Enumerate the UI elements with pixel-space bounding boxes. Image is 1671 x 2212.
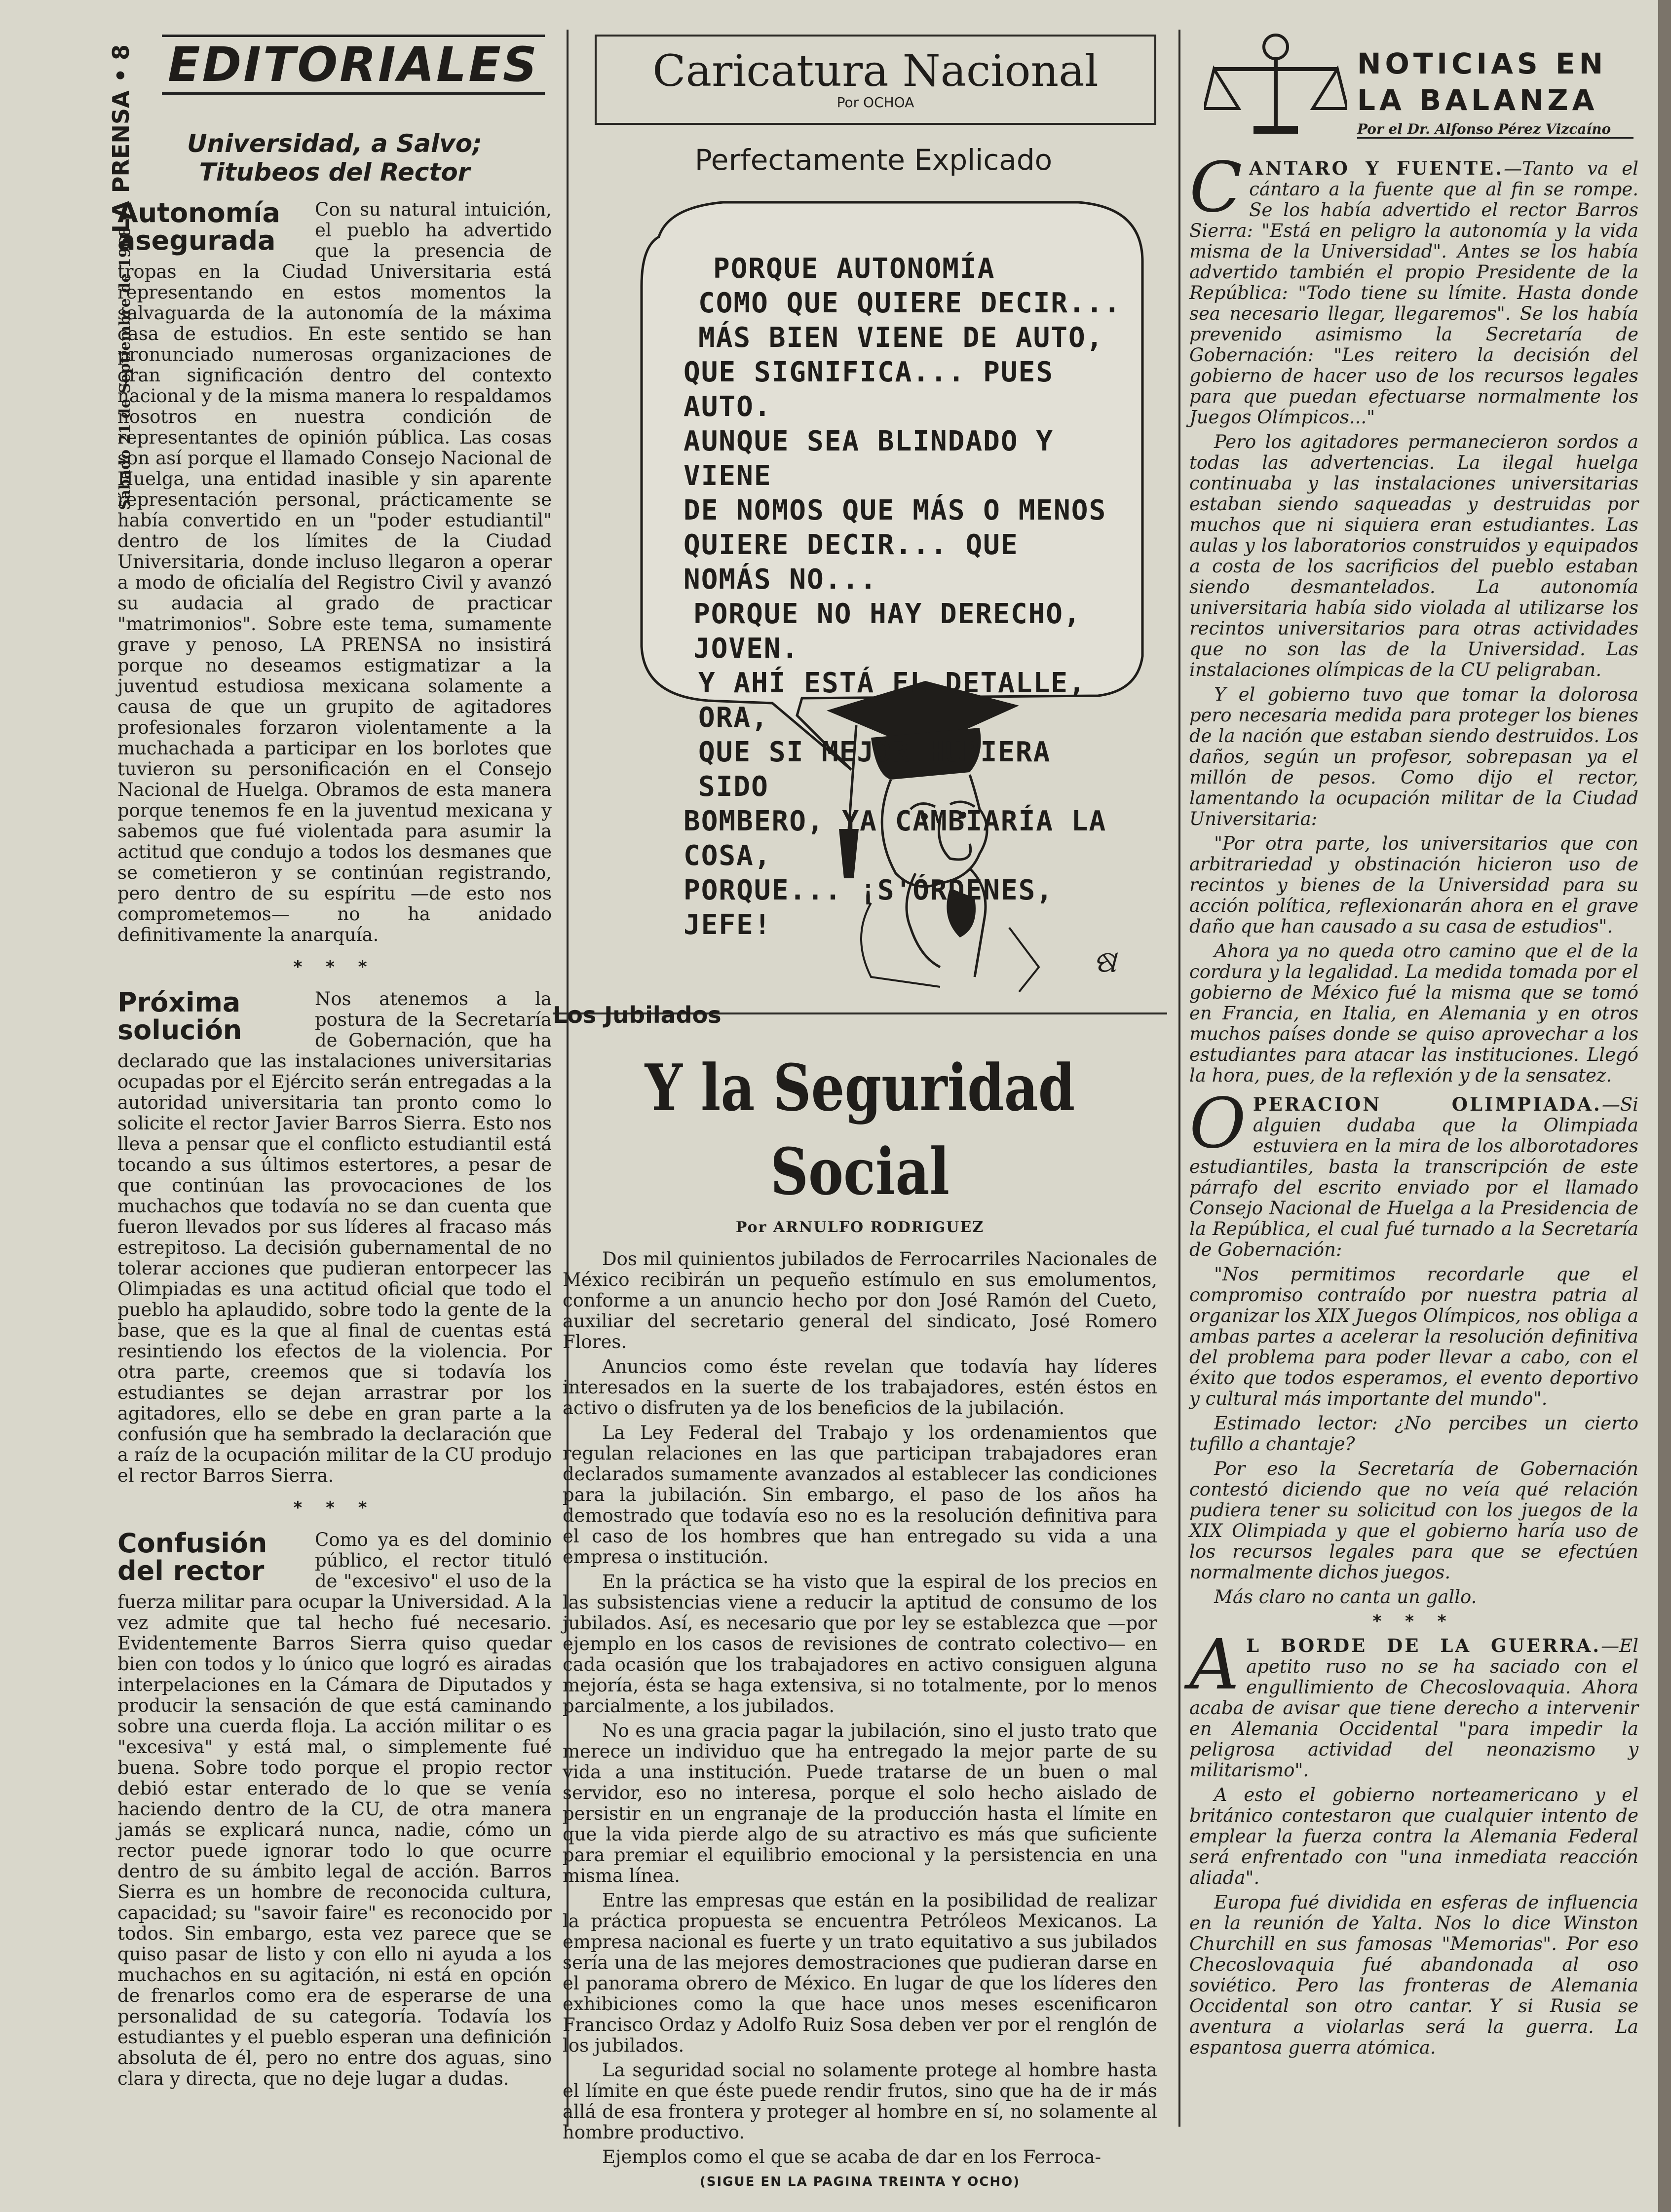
- article-paragraph: Dos mil quinientos jubilados de Ferrocarriles Nacionales de México recibirán un pequeño estímulo en sus emolumentos, conforme a un anuncio hecho por don José Ramón del Cueto, auxiliar del secretario general del sindicato, José Romero Flores.: [563, 1248, 1157, 1352]
- article-paragraph: Entre las empresas que están en la posibilidad de realizar la práctica propuesta se encuentra Petróleos Mexicanos. La empresa nacional es fuerte y un trato equitativo a sus jubilados sería una de las mejores demostraciones que pudieran darse en el panorama obrero de México. En lugar de que los líderes den exhibiciones como la que hace unos meses escenificaron Francisco Ordaz y Adolfo Ruiz Sosa deben ver por el renglón de los jubilados.: [563, 1890, 1157, 2056]
- cartoon-subtitle: Perfectamente Explicado: [694, 143, 1053, 177]
- article-paragraph: Anuncios como éste revelan que todavía hay líderes interesados en la suerte de los trabajadores, estén éstos en activo o disfruten ya de los beneficios de la jubilación.: [563, 1356, 1157, 1419]
- noticias-header: [1357, 47, 1633, 139]
- balloon-line: PORQUE AUTONOMÍA: [713, 253, 995, 285]
- side-heading-line: Autonomía: [117, 197, 280, 228]
- section-separator: * * *: [1372, 1612, 1455, 1631]
- article-byline: Por ARNULFO RODRIGUEZ: [735, 1219, 985, 1236]
- section-separator: * * *: [293, 1498, 376, 1518]
- noticia-item: [1189, 148, 1638, 1086]
- section-side-heading: [117, 989, 305, 1044]
- noticia-lead-paragraph: [1189, 1084, 1638, 1260]
- noticia-text: —Tanto va el cántaro a la fuente que al fin se rompe. Se los había advertido el rector Barros Sierra: "Está en peligro la autonomía y la vida misma de la Universidad". Antes se los había advertido también el propio Presidente de la República: "Todo tiene su límite. Hasta donde sea necesario llegar, llegaremos". Se los había prevenido asimismo la Secretaría de Gobernación: "Les reitero la decisión del gobierno de hacer uso de los recursos legales para que puedan efectuarse normalmente los Juegos Olímpicos...": [1189, 158, 1638, 428]
- noticia-text: Por eso la Secretaría de Gobernación contestó diciendo que no veía qué relación pudiera tener su solicitud con los juegos de la XIX Olimpiada y que el gobierno haría uso de los recursos legales para que se efectúen normalmente dichos juegos.: [1189, 1458, 1638, 1583]
- article-paragraph: Ejemplos como el que se acaba de dar en los Ferroca-: [602, 2146, 1101, 2168]
- noticia-text: Más claro no canta un gallo.: [1214, 1586, 1477, 1608]
- noticia-lead: L BORDE DE LA GUERRA.: [1246, 1635, 1601, 1656]
- noticia-text: Ahora ya no queda otro camino que el de la cordura y la legalidad. La medida tomada por el gobierno de México fué la misma que se tomó en Francia, en Italia, en Alemania y en otros muchos países donde se quiso aprovechar a los estudiantes para atacar las instituciones. Llegó la hora, pues, de la reflexión y de la sensatez.: [1189, 940, 1638, 1086]
- folio-text: LA PRENSA • 8: [108, 44, 134, 233]
- editorial-section: [117, 1530, 552, 2089]
- noticias-title-line-2: LA BALANZA: [1357, 83, 1598, 117]
- drop-cap: C: [1189, 148, 1243, 228]
- article-paragraph: No es una gracia pagar la jubilación, sino el justo trato que merece un individuo que ha entregado la mejor parte de su vida a una institución. Puede tratarse de un buen o mal servidor, eso no interesa, porque el solo hecho aislado de persistir en un engranaje de la producción hasta el límite en que la vida pierde algo de su atractivo es más que suficiente para premiar el equilibrio emocional y la persistencia en una misma línea.: [563, 1720, 1157, 1886]
- continuation-line: (SIGUE EN LA PAGINA TREINTA Y OCHO): [699, 2175, 1021, 2189]
- noticia-text: Europa fué dividida en esferas de influencia en la reunión de Yalta. Nos lo dice Winston Churchill en sus famosas "Memorias". Por eso Checoslovaquia fué abandonada al oso soviético. Pero las fronteras de Alemania Occidental son otro cantar. Y si Rusia se aventura a violarlas será la guerra. La espantosa guerra atómica.: [1189, 1892, 1638, 2058]
- section-text: Como ya es del dominio público, el rector tituló de "excesivo" el uso de la fuerza militar para ocupar la Universidad. A la vez admite que tal hecho fué necesario. Evidentemente Barros Sierra quiso quedar bien con todos y lo único que logró es airadas interpelaciones en la Cámara de Diputados y producir la sensación de que está caminando sobre una cuerda floja. La acción militar o es "excesiva" y está mal, o simplemente fué buena. Sobre todo porque el propio rector debió estar enterado de lo que se venía haciendo dentro de la CU, de otra manera jamás se explicará nunca, nadie, cómo un rector puede ignorar todo lo que ocurre dentro de su ámbito legal de acción. Barros Sierra es un hombre de reconocida cultura, capacidad; su "savoir faire" es reconocido por todos. Sin embargo, esta vez parece que se quiso pasar de listo y con ello ni ayuda a los muchachos en su agitación, ni está en opción de frenarlos como era de esperarse de una personalidad de su categoría. Todavía los estudiantes y el pueblo esperan una definición absoluta de él, pero no entre dos aguas, sino clara y directa, que no deje lugar a dudas.: [117, 1529, 552, 2089]
- balloon-line: AUNQUE SEA BLINDADO Y VIENE: [684, 425, 1054, 492]
- balloon-line: DE NOMOS QUE MÁS O MENOS: [684, 494, 1107, 526]
- drop-cap: A: [1189, 1625, 1240, 1705]
- noticia-item: [1189, 1084, 1638, 1608]
- noticia-lead-paragraph: [1189, 148, 1638, 428]
- editoriales-column: [117, 35, 552, 2089]
- side-heading-line: asegurada: [117, 225, 276, 256]
- noticia-lead: ANTARO Y FUENTE.: [1249, 157, 1504, 179]
- noticia-text: A esto el gobierno norteamericano y el británico contestaron que cualquier intento de emplear la fuerza contra la Alemania Federal será enfrentado con "una inmediata reacción aliada".: [1189, 1784, 1638, 1888]
- noticia-text: "Nos permitimos recordarle que el compromiso contraído por nuestra patria al organizar los XIX Juegos Olímpicos, nos obliga a ambas partes a acelerar la resolución definitiva del problema para poder llevar a cabo, con el éxito que todos esperamos, el evento deportivo y cultural más importante del mundo".: [1189, 1264, 1638, 1409]
- caricatura-box: [595, 35, 1156, 125]
- editoriales-header: [162, 35, 545, 95]
- date-text: Sábado 21 de Septiembre de 1968 •: [116, 212, 134, 510]
- binding-edge: [1658, 0, 1671, 2212]
- balloon-line: QUE SIGNIFICA... PUES AUTO.: [684, 356, 1054, 423]
- artist-signature: ଷ: [1093, 943, 1117, 980]
- article-kicker: Los Jubilados: [553, 1002, 722, 1028]
- noticia-lead-paragraph: [1189, 1625, 1638, 1781]
- section-text: Nos atenemos a la postura de la Secretaría de Gobernación, que ha declarado que las instalaciones universitarias ocupadas por el Ejército serán entregadas a la autoridad universitaria tan pronto como lo solicite el rector Javier Barros Sierra. Esto nos lleva a pensar que el conflicto estudiantil está tocando a sus últimos estertores, a pesar de que continúan las provocaciones de los muchachos que todavía no se dan cuenta que fueron llevados por sus líderes al fracaso más estrepitoso. La decisión gubernamental de no tolerar acciones que pudieran entorpecer las Olimpiadas es una actitud oficial que todo el pueblo ha aplaudido, sobre todo la gente de la base, que es la que al final de cuentas está resintiendo los efectos de la violencia. Por otra parte, creemos que si todavía los estudiantes se dejan arrastrar por los agitadores, ello se debe en gran parte a la confusión que ha sembrado la declaración que a raíz de la ocupación militar de la CU produjo el rector Barros Sierra.: [117, 988, 552, 1486]
- caricatura-title: Caricatura Nacional: [652, 45, 1099, 96]
- noticias-byline: Por el Dr. Alfonso Pérez Vizcaíno: [1357, 121, 1633, 139]
- balloon-line: Y AHÍ ESTÁ EL DETALLE, ORA,: [698, 667, 1086, 734]
- noticias-title-line-1: NOTICIAS EN: [1357, 47, 1607, 80]
- section-separator: * * *: [293, 957, 376, 977]
- jubilados-article: [553, 1002, 1167, 2189]
- balloon-line: PORQUE NO HAY DERECHO, JOVEN.: [693, 598, 1081, 665]
- drop-cap: O: [1189, 1084, 1246, 1164]
- column-rule: [1178, 30, 1180, 2127]
- article-body: [553, 1249, 1167, 2189]
- noticia-text: —Si alguien dudaba que la Olimpiada estuviera en la mira de los alborotadores estudiantiles, basta la transcripción de este párrafo del escrito enviado por el llamado Consejo Nacional de Huelga a la Presidencia de la República, el cual fué turnado a la Secretaría de Gobernación:: [1189, 1094, 1638, 1260]
- noticia-text: Estimado lector: ¿No percibes un cierto tufillo a chantaje?: [1189, 1413, 1638, 1455]
- section-side-heading: [117, 1530, 305, 1585]
- editorial-section: [117, 989, 552, 1486]
- article-paragraph: La seguridad social no solamente protege al hombre hasta el límite en que éste puede rendir frutos, sino que ha de ir más allá de esa frontera y proteger al hombre en sí, no solamente al hombre productivo.: [563, 2060, 1157, 2143]
- noticia-text: Y el gobierno tuvo que tomar la dolorosa pero necesaria medida para proteger los bienes de la nación que estaban siendo destruidos. Los daños, según un profesor, sobrepasan ya el millón de pesos. Como dijo el rector, lamentando la ocupación militar de la Ciudad Universitaria:: [1189, 684, 1638, 829]
- balloon-line: QUIERE DECIR... QUE NOMÁS NO...: [684, 529, 1019, 596]
- headline-line-1: Universidad, a Salvo;: [187, 129, 483, 158]
- editorial-section: [117, 199, 552, 945]
- caricatura-byline: Por OCHOA: [836, 94, 914, 111]
- headline-line-2: Titubeos del Rector: [199, 158, 470, 187]
- article-headline: Y la Seguridad Social: [645, 1050, 1075, 1209]
- noticias-column: [1189, 148, 1638, 2058]
- speech-balloon-text: [679, 252, 1123, 942]
- section-text: Con su natural intuición, el pueblo ha advertido que la presencia de tropas en la Ciudad Universitaria está representando en estos momentos la salvaguarda de la autonomía de la máxima casa de estudios. En este sentido se han pronunciado numerosas organizaciones de gran significación dentro del contexto nacional y de la misma manera lo respaldamos nosotros en nuestra condición de representantes de opinión pública. Las cosas son así porque el llamado Consejo Nacional de Huelga, una entidad inasible y sin aparente representación personal, prácticamente se había convertido en un "poder estudiantil" dentro de los límites de la Ciudad Universitaria, donde incluso llegaron a operar a modo de oficialía del Registro Civil y avanzó su audacia al grado de practicar "matrimonios". Sobre este tema, sumamente grave y penoso, LA PRENSA no insistirá porque no deseamos estigmatizar a la juventud estudiosa mexicana solamente a causa de que un grupito de agitadores profesionales forzaron violentamente a la muchachada a participar en los borlotes que tuvieron su personificación en el Consejo Nacional de Huelga. Obramos de esta manera porque tenemos fe en la juventud mexicana y sabemos que fué violentada para asumir la actitud que condujo a todos los desmanes que se cometieron y se continúan registrando, pero dentro de su espíritu —de esto nos comprometemos— no ha anidado definitivamente la anarquía.: [117, 199, 552, 945]
- balloon-line: COMO QUE QUIERE DECIR...: [698, 287, 1122, 319]
- section-side-heading: [117, 199, 305, 255]
- noticia-item: [1189, 1625, 1638, 2058]
- noticia-text: —El apetito ruso no se ha saciado con el engullimiento de Checoslovaquia. Ahora acaba de avisar que tiene derecho a intervenir en Alemania Occidental "para impedir la peligrosa actividad del neonazismo y militarismo".: [1189, 1635, 1638, 1781]
- balloon-line: PORQUE... ¡S'ÓRDENES, JEFE!: [684, 874, 1054, 941]
- editorial-headline: [117, 129, 552, 187]
- noticia-lead: PERACION OLIMPIADA.: [1253, 1093, 1602, 1115]
- side-heading-line: Confusión: [117, 1528, 267, 1559]
- article-paragraph: En la práctica se ha visto que la espiral de los precios en las subsistencias viene a reducir la aptitud de consumo de los jubilados. Así, es necesario que por ley se establezca que —por ejemplo en los casos de revisiones de contrato colectivo— en cada ocasión que los trabajadores en activo consiguen alguna mejoría, ésta se haga extensiva, si no totalmente, por lo menos parcialmente, a los jubilados.: [563, 1571, 1157, 1717]
- side-heading-line: Próxima: [117, 987, 241, 1018]
- noticia-text: Pero los agitadores permanecieron sordos a todas las advertencias. La ilegal huelga continuaba y las instalaciones universitarias estaban siendo saqueadas y destruidas por muchos que ni siquiera eran estudiantes. Las aulas y los laboratorios construidos y equipados a costa de los sacrificios del pueblo estaban siendo desmantelados. La autonomía universitaria había sido violada al utilizarse los recintos universitarios para otras actividades que no son las de la Universidad. Las instalaciones olímpicas de la CU peligraban.: [1189, 431, 1638, 680]
- article-paragraph: La Ley Federal del Trabajo y los ordenamientos que regulan relaciones en las que participan trabajadores eran declarados sumamente avanzados al establecer las condiciones para la jubilación. Sin embargo, el paso de los años ha demostrado que todavía eso no es la resolución definitiva para el caso de los hombres que han entregado su vida a una empresa o institución.: [563, 1422, 1157, 1568]
- side-heading-line: solución: [117, 1014, 242, 1046]
- editoriales-title: EDITORIALES: [168, 37, 539, 92]
- balloon-line: QUE SI MEJOR HUBIERA SIDO: [698, 736, 1051, 803]
- scales-icon: [1204, 30, 1347, 138]
- side-heading-line: del rector: [117, 1555, 265, 1586]
- noticia-text: "Por otra parte, los universitarios que con arbitrariedad y obstinación hicieron uso de recintos y bienes de la Universidad para su acción política, reflexionarán ahora en el grave daño que han causado a su casa de estudios".: [1189, 833, 1638, 937]
- balloon-line: BOMBERO, YA CAMBIARÍA LA COSA,: [684, 805, 1107, 872]
- balloon-line: MÁS BIEN VIENE DE AUTO,: [698, 322, 1104, 354]
